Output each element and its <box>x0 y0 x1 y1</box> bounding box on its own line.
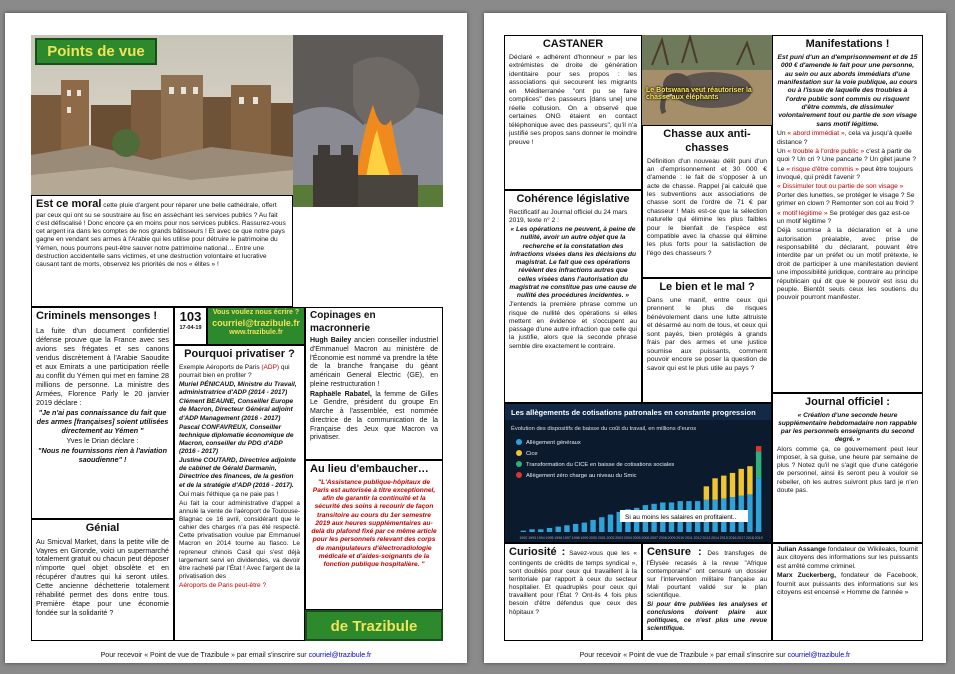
article-censure <box>642 543 772 641</box>
manif-l2b: c'est à partir de quoi ? Un cri ? Une pancarte ? Un gilet jaune ? <box>777 147 917 164</box>
legend-marker-0 <box>516 439 522 445</box>
bar-2018-1 <box>747 466 752 494</box>
censure-title: Censure : <box>647 546 702 558</box>
manif-l5b: Se protéger des gaz est-ce un motif légitime ? <box>777 209 910 225</box>
bar-2013-1 <box>704 486 709 499</box>
bar-2019-3 <box>756 446 761 451</box>
coherence-title: Cohérence législative <box>516 193 630 205</box>
coherence-quote: « Les opérations ne peuvent, à peine de nullité, avoir un autre objet que la recherche et la constatation des infractions visées dans les décisions du magistrat. Le fait que ces opérations révèlent des infractions autres que celles visées dans l'autorisation du magistrat ne constitue pas une cause de nullité des procédures incidentes. » <box>509 226 637 300</box>
x-tick-2006: 2006 <box>641 536 650 540</box>
cathedral-fire-image <box>293 35 443 207</box>
privatiser-p3: Pascal CONFAVREUX, Conseiller technique diplomatie économique de Macron, conseiller du PDG d'ADP (2016 - 2017) <box>179 423 294 455</box>
points-de-vue-banner <box>35 38 157 65</box>
x-tick-1995: 1995 <box>545 536 554 540</box>
castaner-text: Déclaré « adhérent d'honneur » par les extrémistes de droite de génération identitaire pour ses propos : les associations qui secourent les migrants en Méditerranée "ont pu se faire complices" des passeurs [dans une] une réelle collusion. On a observé que certaines ONG étaient en contact téléphonique avec des passeurs", qu'il n'a justifié ses propos sans donner le moindre preuve ! <box>509 53 637 146</box>
article-embaucher <box>305 460 443 610</box>
embaucher-title: Au lieu d'embaucher… <box>310 463 429 475</box>
chart-annotation: Si au moins les salaires en profitaient.. <box>625 514 737 521</box>
article-coherence <box>504 190 642 403</box>
x-tick-1993: 1993 <box>528 536 537 540</box>
x-tick-2018: 2018 <box>745 536 754 540</box>
chart-subtitle: Évolution des dispositifs de baisse du coût du travail, en millions d'euros <box>511 426 697 432</box>
bar-1994-0 <box>538 529 543 532</box>
privatiser-p2: Clément BEAUNE, Conseiller Europe de Macron, Directeur Général adjoint d'ADP Management (2016 - 2017) <box>179 398 294 422</box>
zuckerberg-text: fondateur de Facebook, fournit aux puissants des informations sur les citoyens est encensé « Homme de l'année » <box>777 572 918 596</box>
article-chasse <box>642 125 772 278</box>
chart-svg <box>505 404 771 542</box>
x-tick-2004: 2004 <box>623 536 632 540</box>
manif-l1b: cela va jusqu'à quelle distance ? <box>777 130 913 146</box>
chasse-text: Définition d'un nouveau délit puni d'un an d'emprisonnement et 30 000 € d'amende : le fait de s'opposer à un acte de chasse. Rappel j'ai calculé que les subventions aux associations de chasse sont de l'ordre de 71 € par chasseur ! Mais est-ce que la sélection naturelle qui élimine les plus faibles pour le bienfait de l'espèce est compatible avec la chasse qui élimine les plus forts pour la satisfaction de l'égo des chasseurs ? <box>647 157 767 257</box>
x-tick-2008: 2008 <box>658 536 667 540</box>
chart-title: Les allègements de cotisations patronales en constante progression <box>511 408 756 417</box>
privatiser-adp: (ADP) <box>261 363 280 371</box>
trazibule-banner <box>305 610 443 641</box>
embaucher-text: "L'Assistance publique-hôpitaux de Paris est autorisée à titre exceptionnel, afin de garantir la continuité et la sécurité des soins à recourir de façon transitoire au cours du 1er semestre 2019 aux heures supplémentaires au-delà du plafond fixé par ce même article pour les personnels relevant des corps de manipulateurs d'électroradiologie médicale et d'aides-soignants de la fonction publique hospitalière. " <box>311 478 437 569</box>
bar-2015-1 <box>721 476 726 499</box>
copinages-title: Copinages en macronnerie <box>310 310 376 334</box>
manif-l3b: peut être toujours invoqué, qui prédit l'avenir ? <box>777 165 913 181</box>
bar-2016-1 <box>730 473 735 497</box>
x-tick-2001: 2001 <box>597 536 606 540</box>
contact-box <box>207 307 305 345</box>
article-castaner <box>504 35 642 190</box>
manif-tail: Déjà soumise à la déclaration et à une autorisation préalable, avec prise de responsabilité du déclarant, pouvant être interdite par un préfet ou un motif prétexte, le droit de participer à une manifestation devient une impossibilité juridique, contraire au principe républicain qui dit que le pouvoir est issu du peuple. Bientôt seuls ceux les soutiens du pouvoir pourront manifester. <box>777 227 918 302</box>
manif-title: Manifestations ! <box>805 38 890 50</box>
jo-title: Journal officiel : <box>805 396 890 408</box>
elephant-caption: Le Botswana veut réautoriser la chasse aux éléphants <box>646 87 752 101</box>
article-bienmal <box>642 278 772 403</box>
bar-2001-0 <box>599 517 604 532</box>
x-tick-2011: 2011 <box>685 536 693 540</box>
footer-left-email[interactable]: courriel@trazibule.fr <box>308 652 372 659</box>
bar-1992-0 <box>521 531 526 532</box>
article-copinages <box>305 307 443 460</box>
bar-2002-0 <box>608 515 613 532</box>
article-moral <box>31 195 293 307</box>
zuckerberg-name: Marx Zuckerberg, <box>777 572 836 580</box>
jo-lead: « Création d'une seconde heure supplémentaire hebdomadaire non rappable par les personnels enseignants du second degré. » <box>778 411 917 444</box>
footer-right <box>484 652 946 659</box>
bar-2000-0 <box>590 520 595 532</box>
criminels-quote1-by: Yves le Drian déclare : <box>66 435 139 445</box>
x-tick-1994: 1994 <box>536 536 545 540</box>
legend-label-0: Allègement généraux <box>526 440 581 446</box>
x-tick-2014: 2014 <box>711 536 720 540</box>
bar-1995-0 <box>547 528 552 532</box>
bar-1997-0 <box>564 525 569 532</box>
x-tick-2005: 2005 <box>632 536 641 540</box>
contact-prompt: Vous voulez nous écrire ? <box>212 309 300 316</box>
manif-l3r: « risque d'être commis » <box>786 165 859 173</box>
x-tick-2009: 2009 <box>667 536 676 540</box>
bar-2018-0 <box>747 494 752 532</box>
chart-cotisations <box>504 403 772 543</box>
copinages-text2: la femme de Gilles Le Gendre, président du groupe En Marche à l'assemblée, est nommée directrice de la communication de la Française des Jeux que Macron va privatiser. <box>310 390 438 442</box>
copinages-text1: ancien conseiller industriel d'Emmanuel Macron au ministère de l'Économie est nommé va prendre la tête de la branche française du géant américain General Electric (GE), en pleine restructuration ! <box>310 337 438 388</box>
x-tick-2010: 2010 <box>676 536 685 540</box>
bar-2014-1 <box>712 478 717 499</box>
castaner-title: CASTANER <box>542 38 604 50</box>
contact-site[interactable]: www.trazibule.fr <box>229 329 283 336</box>
x-tick-2015: 2015 <box>719 536 728 540</box>
legend-label-2: Transformation du CICE en baisse de cotisations sociales <box>526 462 675 468</box>
privatiser-end: Aéroports de Paris peut-être ? <box>179 582 267 589</box>
page-left <box>5 13 467 663</box>
criminels-text: La fuite d'un document confidentiel défense prouve que la France avec ses avions ses frégates et ses canons vendus discrètement à l'Arabie Saoudite et aux Emirats a une participation réelle au conflit du Yémen qui met en famine 28 millions de personne. La ministre des Armées, Florence Parly le 20 janvier 2019 déclare : <box>36 325 169 407</box>
privatiser-p1: Muriel PÉNICAUD, Ministre du Travail, administratrice d'ADP (2014 - 2017) <box>179 381 297 397</box>
censure-text: Des transfuges de l'Élysée recasés à la revue "Afrique contemporaine" ont censuré un dossier sur l'intervention militaire française au Mali pourtant validé sur le plan scientifique. <box>647 550 767 599</box>
bar-1993-0 <box>529 529 534 532</box>
trazibule-title: de Trazibule <box>330 618 418 635</box>
banner-title: Points de vue <box>47 43 145 60</box>
footer-right-text: Pour recevoir « Point de vue de Trazibule » par email s'inscrire sur <box>579 652 786 659</box>
x-tick-2017: 2017 <box>737 536 746 540</box>
moral-text: cette pluie d'argent pour réparer une belle cathédrale, offert par ceux qui ont su se soustraire au fisc en assèchant les services publics ? Au fait c'est défiscalisé ! Donc encore ça en moins pour nos services publics. Rassurez-vous cet argent ira dans les comptes de nos grands bâtisseurs ! Et avec ce que notre pays gagne en vendant ses armes à l'Arabie qui les utilise pour détruire le patrimoine du Yémen, nous pourrons peut-être sauver notre patrimoine national… Entre une destruction accidentelle sans victimes, et une destruction volontaire et lucrative causant tant de morts, observez les priorités de nos « élites » ! <box>36 202 286 269</box>
genial-title: Génial <box>85 522 120 534</box>
bar-1998-0 <box>573 524 578 532</box>
article-criminels <box>31 307 174 519</box>
coherence-text: Rectificatif au Journal officiel du 24 mars 2019, texte n° 2 : <box>509 208 628 224</box>
copinages-name1: Hugh Bailey <box>310 337 352 344</box>
bar-2017-1 <box>739 469 744 496</box>
manif-l2r: « trouble à l'ordre public » <box>787 147 865 155</box>
manif-l5r: « motif légitime » <box>777 209 828 217</box>
chasse-title: Chasse aux anti-chasses <box>663 128 751 154</box>
legend-label-3: Allègement zéro charge au niveau du Smic <box>526 473 637 479</box>
x-tick-2000: 2000 <box>589 536 598 540</box>
bar-2019-0 <box>756 478 761 532</box>
x-tick-1997: 1997 <box>562 536 571 540</box>
copinages-name2: Raphaële Rabatel, <box>310 390 372 398</box>
bienmal-text: Dans une manif, entre ceux qui prennent le plus de risques bénévolement dans une lutte altruiste et désarmé au nom de tous, et ceux qui sont payés, bien protégés à grands frais par des armes et une justice soumise aux puissants, comment pouvoir encore se poser la question de savoir qui est le plus utile au pays ? <box>647 296 767 372</box>
privatiser-body: Au fait la cour administrative d'appel a annulé la vente de l'aéroport de Toulouse-Blagnac ce 16 avril, considérant que le cahier des charges n'a pas été respecté. Cette privatisation voulue par Emmanuel Macron en 2014 tourne au fiasco. Le repreneur chinois Casil qui s'est déjà largement servi en dividendes, va devoir être racheté par l'État ! Avec l'argent de la privatisation des <box>179 499 300 580</box>
manif-l1a: Un <box>777 130 786 138</box>
coherence-text2: J'entends la première phrase comme un risque de nullité des opérations si elles mettent en évidence et s'occupent au passage d'une autre infraction que celle qui la justifie, alors que la seconde phrase semble dire exactement le contraire. <box>509 301 637 350</box>
x-tick-1999: 1999 <box>580 536 589 540</box>
elephant-image <box>642 35 772 125</box>
issue-date: 17-04-19 <box>179 325 202 332</box>
legend-label-1: Cice <box>526 451 538 457</box>
privatiser-ethique: Oui mais l'éthique ça ne paie pas ! <box>179 490 279 498</box>
article-genial <box>31 519 174 641</box>
assange-name: Julian Assange <box>777 546 826 553</box>
page-right <box>484 13 946 663</box>
legend-marker-1 <box>516 450 522 456</box>
x-tick-1998: 1998 <box>571 536 580 540</box>
x-tick-1996: 1996 <box>554 536 563 540</box>
bar-1996-0 <box>556 527 561 532</box>
x-tick-2002: 2002 <box>606 536 615 540</box>
article-journal-officiel <box>772 393 923 543</box>
privatiser-p4: Justine COUTARD, Directrice adjointe de cabinet de Gérald Darmanin, Directrice des finances, de la gestion et de la stratégie d'ADP (2016 - 2017). <box>179 457 296 489</box>
issue-badge <box>174 307 207 345</box>
curiosite-title: Curiosité : <box>509 546 566 558</box>
criminels-quote2: "Nous ne fournissons rien à l'aviation saoudienne" ! <box>38 445 167 464</box>
x-tick-2003: 2003 <box>615 536 624 540</box>
bienmal-title: Le bien et le mal ? <box>659 281 755 293</box>
footer-left <box>5 652 467 659</box>
criminels-title: Criminels mensonges ! <box>36 310 158 322</box>
manif-l2a: Un <box>777 147 786 155</box>
legend-marker-3 <box>516 472 522 478</box>
article-curiosite <box>504 543 642 641</box>
x-tick-2016: 2016 <box>728 536 737 540</box>
censure-italic: Si pour être publiées les analyses et conclusions doivent plaire aux politiques, ce n'est plus une revue scientifique. <box>647 600 767 632</box>
manif-l1r: « abord immédiat », <box>787 130 847 138</box>
bar-1999-0 <box>582 523 587 532</box>
privatiser-intro2: qui pourrait bien en profiter ? <box>179 363 290 379</box>
x-tick-2019: 2019 <box>754 536 763 540</box>
article-privatiser <box>174 345 305 641</box>
issue-number: 103 <box>179 309 202 324</box>
elephant-photo <box>642 35 772 125</box>
moral-title: Est ce moral <box>36 198 102 210</box>
x-tick-2013: 2013 <box>702 536 711 540</box>
footer-left-text: Pour recevoir « Point de vue de Trazibule » par email s'inscrire sur <box>100 652 307 659</box>
criminels-quote1: "Je n'ai pas connaissance du fait que des armes [françaises] soient utilisées directement au Yémen " <box>36 407 169 435</box>
curiosite-text: Savez-vous que les « contingents de crédits de temps syndical », sont doublés pour ceux qui travaillent à la territoriale par rapport à ceux du secteur hospitalier. Et quadruplés pour ceux qui travaillent pour l'État ? Ont-ils 4 fois plus besoin d'être défendus que ceux des hôpitaux ? <box>509 550 637 616</box>
footer-right-email[interactable]: courriel@trazibule.fr <box>787 652 851 659</box>
assange-text: fondateur de Wikileaks, fournit aux citoyens des informations sur les puissants est arrêté comme criminel. <box>777 546 918 570</box>
privatiser-title: Pourquoi privatiser ? <box>184 348 295 360</box>
manif-l4r: « Dissimuler tout ou partie de son visage » <box>777 183 904 191</box>
genial-text: Au Smicval Market, dans la petite ville de Vayres en Gironde, voici un supermarché totalement gratuit ou chacun peut déposer n'importe quel objet obsolète et en récupérer d'autres qui lui seront utiles. Cette ancienne déchetterie totalement réhabilité permet des dons entre tous. Première étape pour une économie fondée sur la solidarité ? <box>36 537 169 617</box>
notre-dame-fire-photo <box>293 35 443 207</box>
article-assange <box>772 543 923 641</box>
bar-2019-2 <box>756 451 761 478</box>
legend-marker-2 <box>516 461 522 467</box>
contact-email[interactable]: courriel@trazibule.fr <box>212 317 300 328</box>
manif-l4b: Porter des lunettes, se protéger le visage ? Se grimer en clown ? Remonter son col au froid ? <box>777 191 915 208</box>
article-manifestations <box>772 35 923 393</box>
x-tick-1992: 1992 <box>519 536 528 540</box>
x-tick-2012: 2012 <box>693 536 702 540</box>
x-tick-2007: 2007 <box>650 536 659 540</box>
jo-text: Alors comme ça, ce gouvernement peut leur imposer, à sa guise, une heure par semaine de plus ? Notez qu'il ne s'agit que d'une catégorie de personnel, ainsi ils seront peu à vouloir se rebeller, oh les autres suivront plus tard je n'en doute pas. <box>777 445 918 494</box>
manif-lead: Est puni d'un an d'emprisonnement et de 15 000 € d'amende le fait pour une personne, au sein ou aux abords immédiats d'une manifestation sur la voie publique, au cours ou à l'issue de laquelle des troubles à l'ordre public sont commis ou risquent d'être commis, de dissimuler volontairement tout ou partie de son visage sans motif légitime. <box>777 53 918 128</box>
manif-l3a: Le <box>777 165 785 173</box>
privatiser-intro: Exemple Aéroports de Paris <box>179 363 260 371</box>
